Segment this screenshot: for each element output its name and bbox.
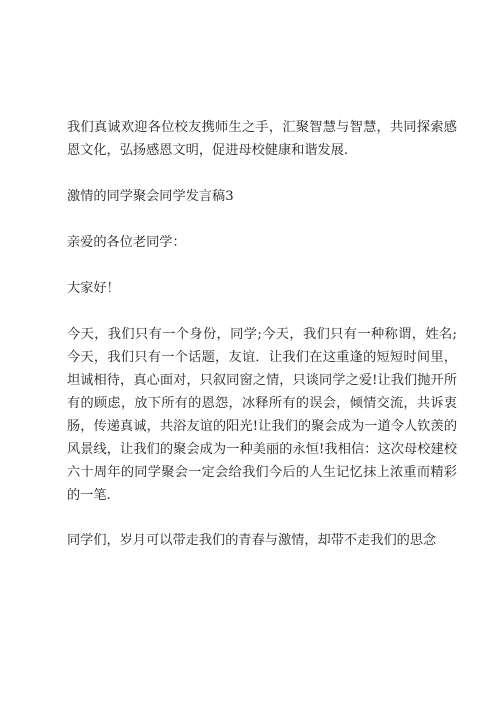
salutation: 亲爱的各位老同学：	[67, 235, 186, 250]
continuing-paragraph: 同学们，岁月可以带走我们的青春与激情，却带不走我们的思念	[67, 533, 437, 548]
body-paragraph: 今天，我们只有一个身份，同学;今天，我们只有一种称谓，姓名;今天，我们只有一个话题，友谊．让我们在这重逢的短短时间里，坦诚相待，真心面对，只叙同窗之情，只谈同学之爱!让我们抛开所有的顾虑，放下所有的恩怨，冰释所有的误会，倾情交流，共诉衷肠，传递真诚，共浴友谊的阳光!让我们的聚会成为一道令人钦羡的风景线，让我们的聚会成为一种美丽的永恒!我相信：这次母校建校六十周年的同学聚会一定会给我们今后的人生记忆抹上浓重而精彩的一笔.	[67, 327, 457, 503]
section-heading: 激情的同学聚会同学发言稿3	[67, 189, 234, 204]
greeting: 大家好！	[67, 281, 120, 296]
document-body	[67, 116, 457, 552]
closing-paragraph: 我们真诚欢迎各位校友携师生之手，汇聚智慧与智慧，共同探索感恩文化，弘扬感恩文明，促进母校健康和谐发展.	[67, 120, 457, 158]
